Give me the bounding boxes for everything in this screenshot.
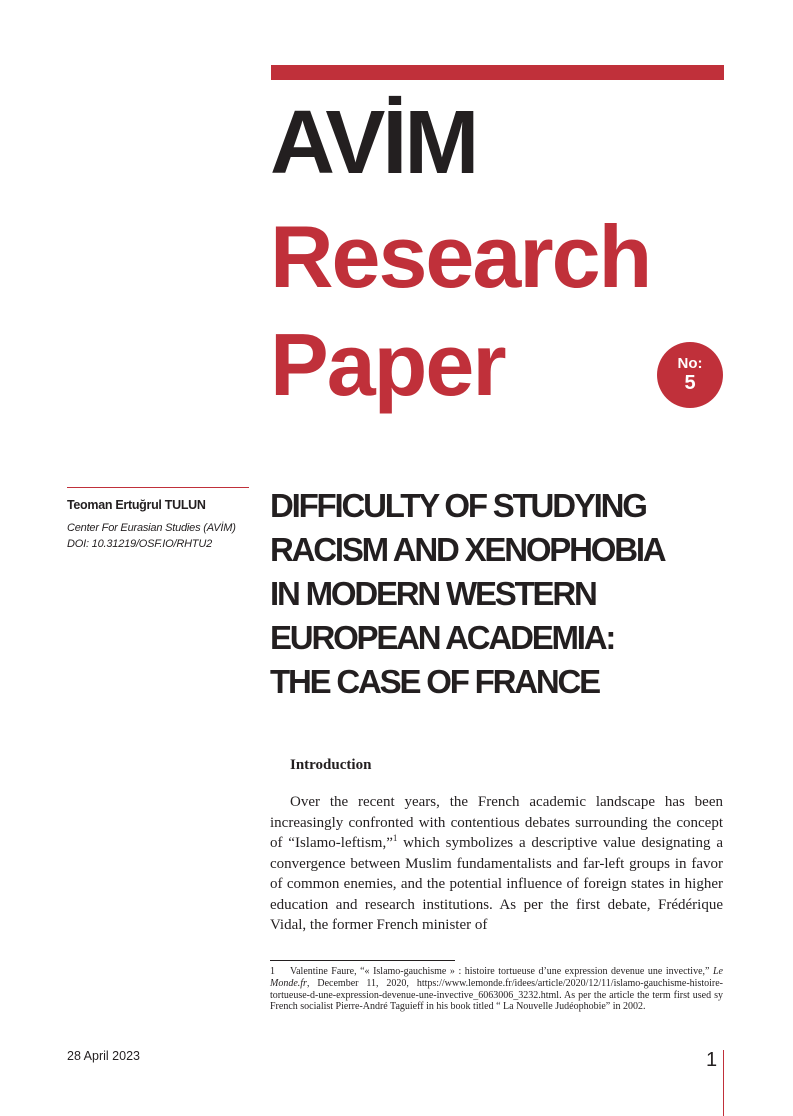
- author-doi: DOI: 10.31219/OSF.IO/RHTU2: [67, 538, 212, 550]
- title-line: IN MODERN WESTERN: [270, 575, 596, 612]
- title-line: THE CASE OF FRANCE: [270, 663, 599, 700]
- badge-number: 5: [684, 372, 696, 394]
- footnote-text: Valentine Faure, “« Islamo-gauchisme » : histoire tortueuse d’une expression devenue une invective,”: [290, 966, 713, 977]
- title-line: EUROPEAN ACADEMIA:: [270, 619, 615, 656]
- series-title-research: Research: [270, 207, 651, 306]
- title-line: RACISM AND XENOPHOBIA: [270, 531, 665, 568]
- paper-title: [270, 484, 730, 704]
- paragraph-text: which symbolizes a descriptive value designating a convergence between Muslim fundamentalists and far-left groups in favor of common enemies, and the potential influence of foreign states in higher education and research institutions. As per the first debate, Frédérique Vidal, the former French minister of: [270, 835, 723, 933]
- author-affiliation: Center For Eurasian Studies (AVİM): [67, 522, 236, 534]
- footnote-text: , December 11, 2020, https://www.lemonde.fr/idees/article/2020/12/11/islamo-gauchisme-histoire-tortueuse-d-une-expression-devenue-une-invective_6063006_3232.html. As per the article the term first used sy French socialist Pierre-André Taguieff in his book titled “ La Nouvelle Judéophobie” in 2002.: [270, 977, 723, 1013]
- page-number: 1: [706, 1049, 718, 1071]
- brand-logo: AVİM: [270, 93, 477, 193]
- paper-number-badge: [657, 342, 723, 408]
- paragraph-text: Over the recent years, the French academic landscape has been increasingly confronted with contentious debates surrounding the concept of “Islamo-leftism,”: [270, 794, 723, 851]
- publication-date: 28 April 2023: [67, 1049, 140, 1063]
- footnote-source: Le Monde.fr: [270, 966, 723, 989]
- footnote-divider: [270, 960, 455, 961]
- intro-paragraph: [270, 792, 723, 936]
- series-title-paper: Paper: [270, 315, 505, 414]
- header-accent-bar: [271, 65, 724, 80]
- footnote: [270, 966, 723, 1013]
- footnote-reference[interactable]: 1: [392, 833, 398, 843]
- page-number-rule: [723, 1050, 724, 1116]
- author-divider: [67, 487, 249, 488]
- footnote-number: 1: [270, 966, 275, 977]
- section-heading: Introduction: [290, 757, 372, 773]
- title-line: DIFFICULTY OF STUDYING: [270, 487, 646, 524]
- author-name: Teoman Ertuğrul TULUN: [67, 498, 206, 512]
- badge-label: No:: [677, 355, 703, 372]
